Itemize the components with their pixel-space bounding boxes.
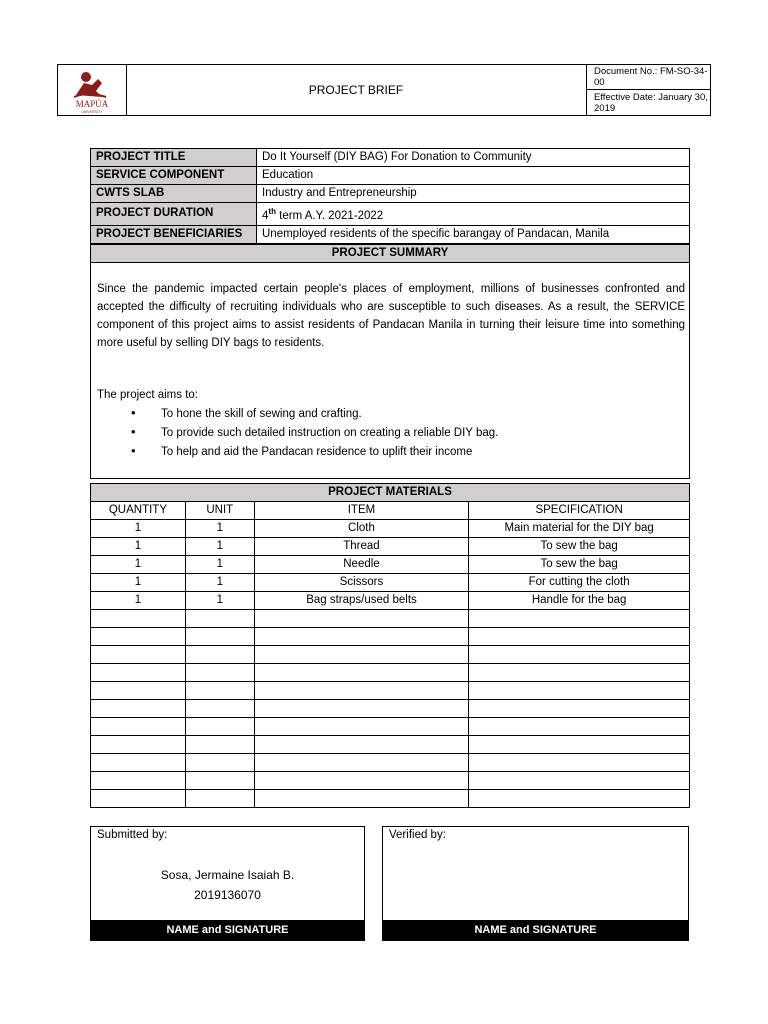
specification-cell: To sew the bag xyxy=(469,538,690,556)
unit-cell xyxy=(185,610,254,628)
mapua-logo xyxy=(58,65,126,115)
specification-cell xyxy=(469,682,690,700)
quantity-cell xyxy=(91,628,186,646)
quantity-cell: 1 xyxy=(91,592,186,610)
table-row xyxy=(91,664,690,682)
column-header-specification: SPECIFICATION xyxy=(469,502,690,520)
item-cell: Needle xyxy=(254,556,469,574)
quantity-cell xyxy=(91,700,186,718)
item-cell xyxy=(254,682,469,700)
item-cell xyxy=(254,646,469,664)
submitter-name: Sosa, Jermaine Isaiah B. xyxy=(160,868,295,882)
materials-table xyxy=(90,483,690,808)
table-row xyxy=(91,538,690,556)
table-row xyxy=(91,556,690,574)
table-row xyxy=(91,520,690,538)
item-cell xyxy=(254,772,469,790)
unit-cell: 1 xyxy=(185,520,254,538)
table-row xyxy=(91,646,690,664)
unit-cell xyxy=(185,682,254,700)
logo-subtext: UNIVERSITY xyxy=(81,110,103,114)
info-label: PROJECT DURATION xyxy=(91,203,257,226)
logo-text: MAPÚA xyxy=(75,99,109,109)
unit-cell xyxy=(185,718,254,736)
item-cell: Thread xyxy=(254,538,469,556)
duration-ordinal: th xyxy=(268,207,276,216)
specification-cell: To sew the bag xyxy=(469,556,690,574)
specification-cell xyxy=(469,646,690,664)
specification-cell xyxy=(469,790,690,808)
table-row xyxy=(91,772,690,790)
table-row xyxy=(91,700,690,718)
info-value: Unemployed residents of the specific barangay of Pandacan, Manila xyxy=(257,225,690,243)
item-cell xyxy=(254,664,469,682)
specification-cell xyxy=(469,628,690,646)
aim-item: • To help and aid the Pandacan residence to uplift their income xyxy=(131,442,498,461)
unit-cell: 1 xyxy=(185,592,254,610)
item-cell xyxy=(254,754,469,772)
specification-cell: Handle for the bag xyxy=(469,592,690,610)
specification-cell xyxy=(469,772,690,790)
duration-text: term A.Y. 2021-2022 xyxy=(275,209,384,222)
quantity-cell xyxy=(91,772,186,790)
item-cell xyxy=(254,790,469,808)
column-header-item: ITEM xyxy=(254,502,469,520)
submitter-id: 2019136070 xyxy=(194,888,261,902)
info-label: CWTS SLAB xyxy=(91,185,257,203)
specification-cell xyxy=(469,610,690,628)
specification-cell: Main material for the DIY bag xyxy=(469,520,690,538)
info-label: PROJECT TITLE xyxy=(91,149,257,167)
submitted-by-box xyxy=(90,826,365,941)
verified-by-box xyxy=(382,826,689,941)
unit-cell: 1 xyxy=(185,538,254,556)
info-row-beneficiaries xyxy=(91,225,690,243)
aims-list xyxy=(131,404,498,461)
page-title: PROJECT BRIEF xyxy=(126,65,587,115)
table-row xyxy=(91,628,690,646)
unit-cell xyxy=(185,646,254,664)
materials-heading: PROJECT MATERIALS xyxy=(91,484,690,502)
info-value: Do It Yourself (DIY BAG) For Donation to Community xyxy=(257,149,690,167)
document-header xyxy=(57,64,711,116)
info-value xyxy=(257,203,690,226)
table-row xyxy=(91,610,690,628)
quantity-cell xyxy=(91,736,186,754)
unit-cell xyxy=(185,790,254,808)
unit-cell xyxy=(185,700,254,718)
specification-cell: For cutting the cloth xyxy=(469,574,690,592)
specification-cell xyxy=(469,736,690,754)
specification-cell xyxy=(469,664,690,682)
project-summary xyxy=(90,244,690,479)
item-cell xyxy=(254,736,469,754)
info-row-title xyxy=(91,149,690,167)
aim-item: • To provide such detailed instruction on creating a reliable DIY bag. xyxy=(131,423,498,442)
summary-paragraph: Since the pandemic impacted certain people's places of employment, millions of businesses confronted and accepted the difficulty of recruiting individuals who are susceptible to such diseases. As a result, the SERVICE component of this project aims to assist residents of Pandacan Manila in turning their leisure time into something more useful by selling DIY bags to residents. xyxy=(97,283,685,349)
submitted-label: Submitted by: xyxy=(97,829,168,841)
info-value: Education xyxy=(257,167,690,185)
unit-cell xyxy=(185,664,254,682)
specification-cell xyxy=(469,718,690,736)
unit-cell xyxy=(185,754,254,772)
quantity-cell: 1 xyxy=(91,538,186,556)
effective-date: Effective Date: January 30, 2019 xyxy=(594,92,708,114)
quantity-cell xyxy=(91,754,186,772)
item-cell: Cloth xyxy=(254,520,469,538)
table-row xyxy=(91,592,690,610)
quantity-cell xyxy=(91,682,186,700)
aim-item: • To hone the skill of sewing and crafting. xyxy=(131,404,498,423)
table-row xyxy=(91,754,690,772)
item-cell xyxy=(254,700,469,718)
table-row xyxy=(91,574,690,592)
aims-label: The project aims to: xyxy=(97,389,198,401)
materials-body xyxy=(91,520,690,808)
quantity-cell xyxy=(91,610,186,628)
info-label: PROJECT BENEFICIARIES xyxy=(91,225,257,243)
project-info-table xyxy=(90,148,690,244)
item-cell xyxy=(254,628,469,646)
unit-cell: 1 xyxy=(185,574,254,592)
unit-cell: 1 xyxy=(185,556,254,574)
info-row-duration xyxy=(91,203,690,226)
summary-heading: PROJECT SUMMARY xyxy=(91,245,689,263)
name-signature-bar: NAME and SIGNATURE xyxy=(382,920,689,941)
materials-header-row xyxy=(91,502,690,520)
table-row xyxy=(91,682,690,700)
quantity-cell: 1 xyxy=(91,520,186,538)
submitter-block xyxy=(91,865,364,905)
table-row xyxy=(91,718,690,736)
quantity-cell xyxy=(91,646,186,664)
quantity-cell xyxy=(91,718,186,736)
table-row xyxy=(91,790,690,808)
column-header-quantity: QUANTITY xyxy=(91,502,186,520)
item-cell xyxy=(254,718,469,736)
info-label: SERVICE COMPONENT xyxy=(91,167,257,185)
specification-cell xyxy=(469,754,690,772)
info-row-service xyxy=(91,167,690,185)
unit-cell xyxy=(185,772,254,790)
duration-number: 4 xyxy=(262,209,269,222)
quantity-cell xyxy=(91,790,186,808)
specification-cell xyxy=(469,700,690,718)
logo-cell xyxy=(58,65,127,115)
unit-cell xyxy=(185,628,254,646)
document-number: Document No.: FM-SO-34-00 xyxy=(587,65,710,90)
quantity-cell: 1 xyxy=(91,574,186,592)
info-row-cwts xyxy=(91,185,690,203)
unit-cell xyxy=(185,736,254,754)
quantity-cell: 1 xyxy=(91,556,186,574)
item-cell: Scissors xyxy=(254,574,469,592)
table-row xyxy=(91,736,690,754)
item-cell xyxy=(254,610,469,628)
name-signature-bar: NAME and SIGNATURE xyxy=(90,920,365,941)
info-value: Industry and Entrepreneurship xyxy=(257,185,690,203)
item-cell: Bag straps/used belts xyxy=(254,592,469,610)
quantity-cell xyxy=(91,664,186,682)
verified-label: Verified by: xyxy=(389,829,446,841)
column-header-unit: UNIT xyxy=(185,502,254,520)
